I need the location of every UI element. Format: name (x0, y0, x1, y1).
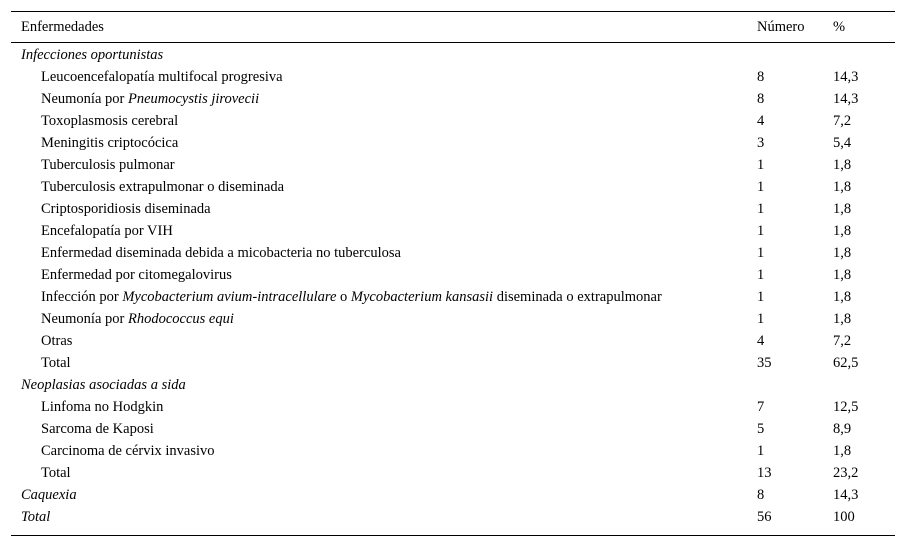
cell-disease (41, 396, 163, 418)
cell-percent: 8,9 (833, 421, 852, 437)
disease-text-part: Tuberculosis extrapulmonar o diseminada (41, 179, 285, 195)
table-row (11, 88, 895, 110)
cell-disease (41, 308, 234, 330)
disease-text-part: Infección por (41, 289, 123, 305)
table-section-row (11, 484, 895, 506)
cell-percent: 1,8 (833, 245, 852, 261)
cell-percent: 1,8 (833, 179, 852, 195)
cell-disease (41, 110, 178, 132)
cell-number: 1 (757, 443, 765, 459)
table-row (11, 462, 895, 484)
table-row (11, 66, 895, 88)
cell-number: 1 (757, 289, 765, 305)
disease-text-part: Pneumocystis jirovecii (127, 91, 260, 107)
table-header-rule (11, 42, 895, 43)
cell-disease (41, 462, 71, 484)
cell-disease (41, 132, 178, 154)
cell-percent: 7,2 (833, 333, 852, 349)
cell-percent: 1,8 (833, 157, 852, 173)
cell-disease (41, 418, 154, 440)
disease-text-part: Neumonía por (41, 311, 128, 327)
cell-percent: 1,8 (833, 311, 852, 327)
cell-number: 1 (757, 311, 765, 327)
disease-text-part: Rhodococcus equi (127, 311, 234, 327)
table-row (11, 440, 895, 462)
disease-text-part: Total (21, 509, 51, 525)
cell-percent: 1,8 (833, 289, 852, 305)
disease-text-part: Tuberculosis pulmonar (41, 157, 175, 173)
disease-text-part: Infecciones oportunistas (21, 47, 164, 63)
cell-number: 1 (757, 179, 765, 195)
table-row (11, 418, 895, 440)
cell-disease (41, 88, 259, 110)
cell-disease (41, 154, 175, 176)
cell-percent: 1,8 (833, 223, 852, 239)
disease-text-part: Criptosporidiosis diseminada (41, 201, 211, 217)
cell-disease (41, 440, 215, 462)
cell-disease (21, 44, 163, 66)
header-numero: Número (757, 19, 805, 35)
disease-text-part: Meningitis criptocócica (41, 135, 179, 151)
cell-number: 13 (757, 465, 772, 481)
table-row (11, 396, 895, 418)
cell-number: 5 (757, 421, 765, 437)
cell-percent: 1,8 (833, 267, 852, 283)
cell-percent: 14,3 (833, 69, 859, 85)
table-row (11, 264, 895, 286)
cell-number: 8 (757, 487, 765, 503)
cell-number: 35 (757, 355, 772, 371)
cell-disease (21, 484, 77, 506)
cell-percent: 14,3 (833, 487, 859, 503)
table-top-rule (11, 11, 895, 12)
disease-text-part: Carcinoma de cérvix invasivo (41, 443, 215, 459)
cell-percent: 12,5 (833, 399, 859, 415)
cell-number: 1 (757, 201, 765, 217)
cell-disease (41, 286, 662, 308)
table-row (11, 330, 895, 352)
table-section-row (11, 374, 895, 396)
cell-percent: 5,4 (833, 135, 852, 151)
cell-number: 8 (757, 91, 765, 107)
cell-disease (41, 220, 173, 242)
cell-number: 7 (757, 399, 765, 415)
disease-text-part: Caquexia (21, 487, 77, 503)
cell-number: 4 (757, 333, 765, 349)
table-row (11, 176, 895, 198)
table-row (11, 154, 895, 176)
table-bottom-rule (11, 535, 895, 536)
disease-text-part: Leucoencefalopatía multifocal progresiva (41, 69, 283, 85)
cell-number: 1 (757, 157, 765, 173)
cell-disease (41, 330, 72, 352)
disease-text-part: diseminada o extrapulmonar (493, 289, 662, 305)
table-header-row (11, 16, 895, 38)
table-row (11, 242, 895, 264)
disease-text-part: Neumonía por (41, 91, 128, 107)
cell-number: 4 (757, 113, 765, 129)
table-row (11, 110, 895, 132)
table-row (11, 132, 895, 154)
disease-text-part: Mycobacterium avium-intracellulare (122, 289, 337, 305)
disease-text-part: Mycobacterium kansasii (350, 289, 494, 305)
disease-text-part: Sarcoma de Kaposi (41, 421, 154, 437)
cell-disease (41, 66, 283, 88)
disease-text-part: Total (41, 465, 71, 481)
table-row (11, 220, 895, 242)
header-enfermedades: Enfermedades (21, 19, 104, 35)
cell-disease (41, 176, 284, 198)
cell-disease (41, 264, 232, 286)
disease-text-part: o (336, 289, 351, 305)
disease-text-part: Total (41, 355, 71, 371)
table-section-row (11, 44, 895, 66)
cell-number: 8 (757, 69, 765, 85)
cell-disease (21, 374, 186, 396)
cell-percent: 1,8 (833, 443, 852, 459)
cell-percent: 62,5 (833, 355, 859, 371)
disease-text-part: Encefalopatía por VIH (41, 223, 173, 239)
header-percent: % (833, 19, 846, 35)
cell-disease (41, 352, 71, 374)
cell-percent: 14,3 (833, 91, 859, 107)
cell-number: 1 (757, 245, 765, 261)
disease-text-part: Enfermedad por citomegalovirus (41, 267, 232, 283)
disease-text-part: Neoplasias asociadas a sida (21, 377, 186, 393)
cell-disease (41, 198, 211, 220)
cell-disease (21, 506, 50, 528)
cell-percent: 100 (833, 509, 855, 525)
cell-disease (41, 242, 401, 264)
table-row (11, 308, 895, 330)
cell-number: 3 (757, 135, 765, 151)
disease-text-part: Otras (41, 333, 73, 349)
cell-percent: 23,2 (833, 465, 859, 481)
disease-text-part: Linfoma no Hodgkin (41, 399, 164, 415)
table-section-row (11, 506, 895, 528)
cell-number: 56 (757, 509, 772, 525)
table-row (11, 352, 895, 374)
cell-percent: 1,8 (833, 201, 852, 217)
cell-number: 1 (757, 223, 765, 239)
table-row (11, 286, 895, 308)
cell-number: 1 (757, 267, 765, 283)
table-row (11, 198, 895, 220)
disease-text-part: Enfermedad diseminada debida a micobacteria no tuberculosa (41, 245, 401, 261)
disease-text-part: Toxoplasmosis cerebral (41, 113, 179, 129)
cell-percent: 7,2 (833, 113, 852, 129)
